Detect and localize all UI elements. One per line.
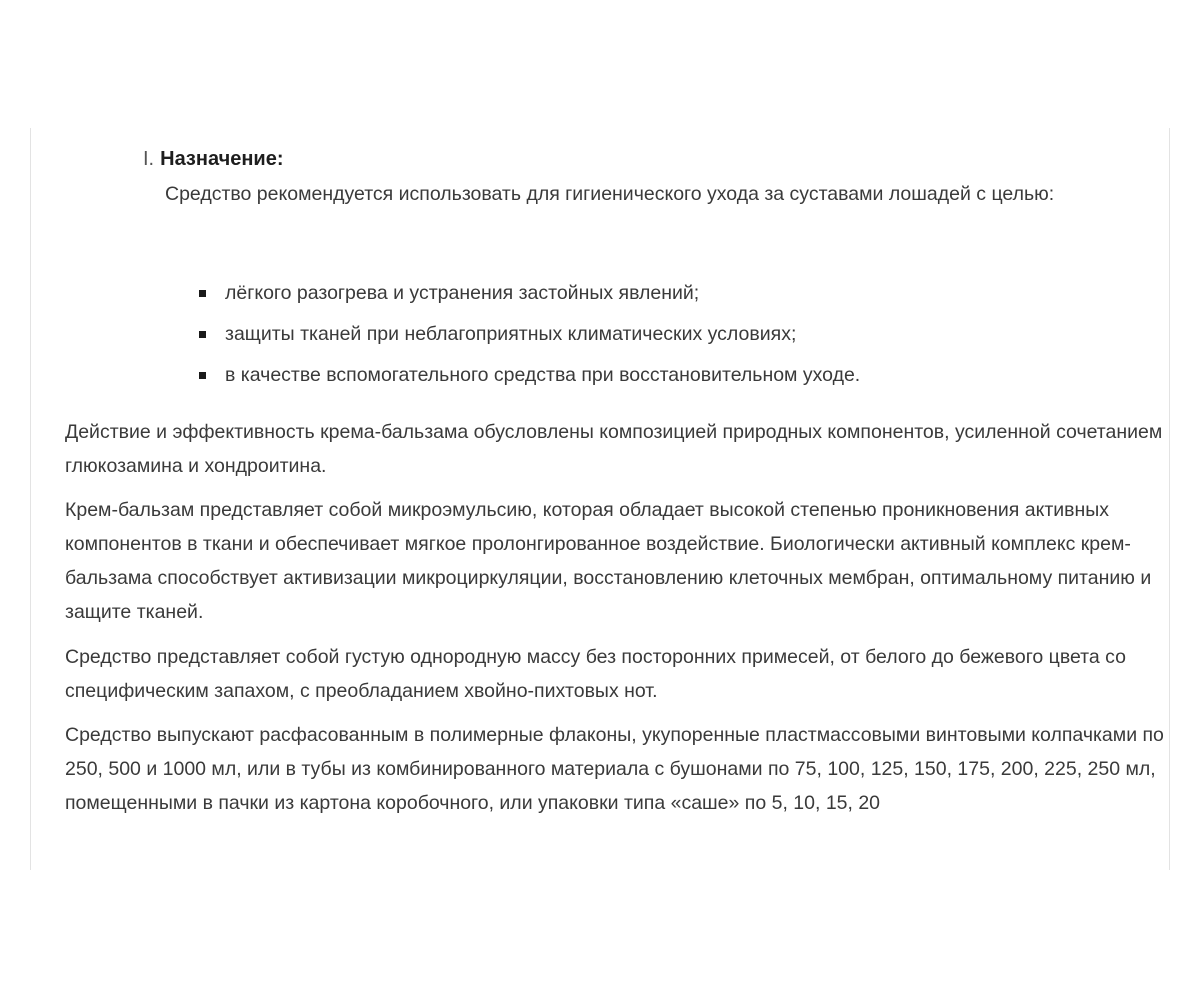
square-bullet-icon [199,290,206,297]
list-item [199,355,860,396]
paragraph-packaging: Средство выпускают расфасованным в полимерные флаконы, укупоренные пластмассовыми винтовыми колпачками по 250, 500 и 1000 мл, или в тубы из комбинированного материала с бушонами по 75, 100, 125, 150, 175, 200, 225, 250 мл, помещенными в пачки из картона коробочного, или упаковки типа «саше» по 5, 10, 15, 20 [65,724,1164,814]
list-item-text: защиты тканей при неблагоприятных климатических условиях; [225,323,797,345]
paragraph-action: Действие и эффективность крема-бальзама обусловлены композицией природных компонентов, усиленной сочетанием глюкозамина и хондроитина. [65,421,1163,477]
paragraph-microemulsion: Крем-бальзам представляет собой микроэмульсию, которая обладает высокой степенью проникновения активных компонентов в ткани и обеспечивает мягкое пролонгированное воздействие. Биологически активный комплекс крем-бальзама способствует активизации микроциркуляции, восстановлению клеточных мембран, оптимальному питанию и защите тканей. [65,499,1152,623]
list-item-text: в качестве вспомогательного средства при восстановительном уходе. [225,364,861,386]
section-title: Назначение: [160,148,284,170]
section-number: I. [143,148,155,170]
list-item-text: лёгкого разогрева и устранения застойных явлений; [225,282,700,304]
section-intro: Средство рекомендуется использовать для гигиенического ухода за суставами лошадей с целью: [165,183,1055,205]
content-panel [30,128,1170,870]
paragraph-appearance: Средство представляет собой густую однородную массу без посторонних примесей, от белого до бежевого цвета со специфическим запахом, с преобладанием хвойно-пихтовых нот. [65,646,1126,702]
square-bullet-icon [199,331,206,338]
section-heading [143,146,283,172]
list-item [199,273,860,314]
square-bullet-icon [199,372,206,379]
list-item [199,314,860,355]
purpose-list [199,273,860,396]
